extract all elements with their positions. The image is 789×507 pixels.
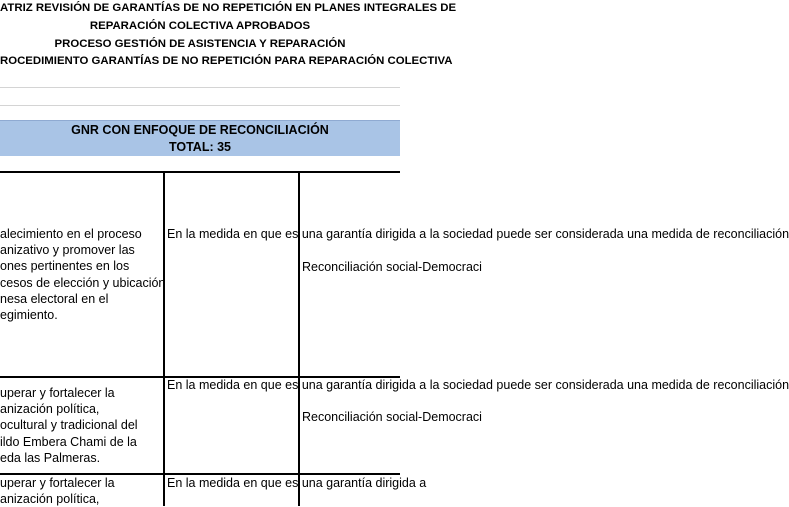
text-line: En la medida en que es — [167, 476, 299, 490]
text-line: considerada una — [555, 227, 648, 241]
text-line: cesos de elección y ubicación — [0, 275, 166, 290]
text-line: ildo Embera Chami de la — [0, 434, 137, 449]
table-row-1-category — [299, 259, 482, 275]
table-row-3-justification — [164, 475, 427, 491]
text-line: reconciliación — [713, 378, 789, 392]
text-line: En la medida en que es — [167, 227, 299, 241]
text-line: reconciliación — [713, 227, 789, 241]
grid-row — [0, 70, 400, 88]
text-line: una garantía dirigida a — [301, 227, 427, 241]
grid-row — [0, 105, 400, 121]
text-line: uperar y fortalecer la — [0, 476, 115, 490]
text-line: Reconciliación — [302, 260, 383, 274]
table-row-2-justification — [164, 377, 789, 393]
text-line: Reconciliación — [302, 410, 383, 424]
table-row-2-category — [299, 409, 482, 425]
text-line: una garantía dirigida a — [301, 476, 427, 490]
column-divider — [298, 171, 300, 506]
text-line: uperar y fortalecer la — [0, 386, 115, 400]
table-row-1-justification — [164, 226, 789, 242]
section-total: TOTAL: 35 — [0, 138, 400, 156]
table-row-2-measure — [0, 385, 164, 466]
text-line: alecimiento en el proceso — [0, 227, 142, 241]
text-line: la sociedad puede ser — [429, 227, 553, 241]
text-line: En la medida en que es — [167, 378, 299, 392]
text-line: nesa electoral en el — [0, 291, 109, 306]
text-line: anización política, — [0, 492, 100, 507]
table-row-1-measure — [0, 226, 164, 323]
text-line: social-Democraci — [386, 260, 482, 274]
text-line: eda las Palmeras. — [0, 450, 101, 465]
table-row-3-measure — [0, 475, 164, 507]
matrix-subtitle: REPARACIÓN COLECTIVA APROBADOS — [89, 20, 311, 32]
text-line: anizativo y promover las — [0, 243, 135, 258]
text-line: ones pertinentes en los — [0, 259, 130, 274]
text-line: ocultural y tradicional del — [0, 418, 138, 433]
matrix-title: ATRIZ REVISIÓN DE GARANTÍAS DE NO REPETICIÓN EN PLANES INTEGRALES DE — [0, 2, 457, 14]
text-line: medida de — [651, 378, 710, 392]
text-line: una garantía dirigida a — [301, 378, 427, 392]
row-divider — [0, 171, 400, 173]
text-line: medida de — [651, 227, 710, 241]
text-line: la sociedad puede ser — [429, 378, 553, 392]
section-title: GNR CON ENFOQUE DE RECONCILIACIÓN — [0, 120, 400, 139]
text-line: egimiento. — [0, 308, 58, 323]
grid-row — [0, 88, 400, 106]
text-line: social-Democraci — [386, 410, 482, 424]
process-title: PROCESO GESTIÓN DE ASISTENCIA Y REPARACIÓN — [54, 38, 346, 50]
procedure-title: ROCEDIMIENTO GARANTÍAS DE NO REPETICIÓN PARA REPARACIÓN COLECTIVA — [0, 55, 453, 67]
text-line: anización política, — [0, 402, 100, 417]
text-line: considerada una — [555, 378, 648, 392]
